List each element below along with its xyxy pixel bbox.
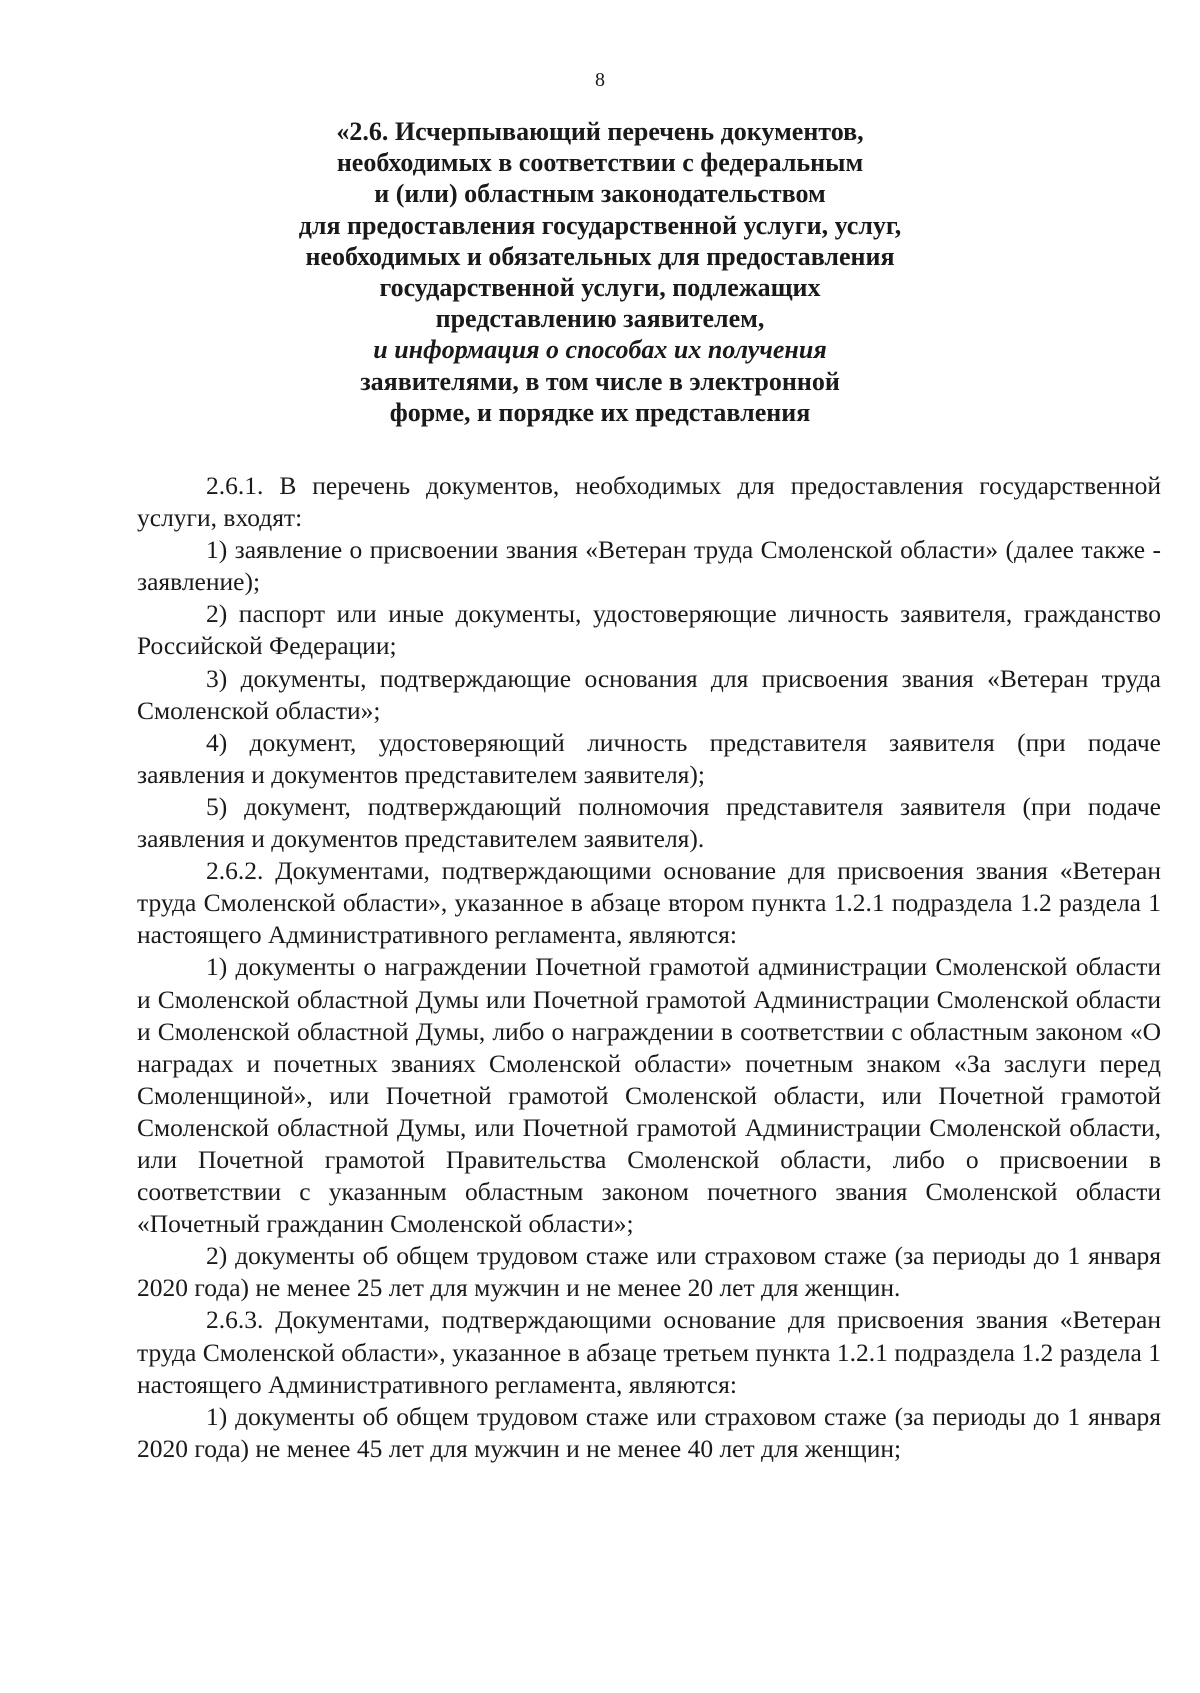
page-number: 8 — [595, 69, 605, 91]
heading-line: представлению заявителем, — [435, 304, 765, 334]
heading-line: необходимых в соответствии с федеральным — [336, 148, 864, 178]
list-item-1: 1) документы об общем трудовом стаже или страховом стаже (за периоды до 1 января 2020 года) не менее 45 лет для мужчин и не менее 40 лет для женщин; — [137, 1401, 1161, 1463]
section-heading — [250, 116, 950, 428]
heading-line: заявителями, в том числе в электронной — [360, 366, 840, 396]
list-item-1: 1) документы о награждении Почетной грамотой администрации Смоленской области и Смоленской областной Думы или Почетной грамотой Администрации Смоленской области и Смоленской областной Думы, либо о награждении в соответствии с областным законом «О наградах и почетных званиях Смоленской области» почетным знаком «За заслуги перед Смоленщиной», или Почетной грамотой Смоленской области, или Почетной грамотой Смоленской областной Думы, или Почетной грамотой Администрации Смоленской области, или Почетной грамотой Правительства Смоленской области, либо о присвоении в соответствии с указанным областным законом почетного звания Смоленской области «Почетный гражданин Смоленской области»; — [137, 952, 1161, 1239]
heading-line: форме, и порядке их представления — [389, 397, 811, 427]
list-item-5: 5) документ, подтверждающий полномочия представителя заявителя (при подаче заявления и документов представителем заявителя). — [137, 791, 1161, 854]
list-item-2: 2) документы об общем трудовом стаже или страховом стаже (за периоды до 1 января 2020 года) не менее 25 лет для мужчин и не менее 20 лет для женщин. — [137, 1241, 1161, 1303]
paragraph-2-6-3: 2.6.3. Документами, подтверждающими основание для присвоения звания «Ветеран труда Смоленской области», указанное в абзаце третьем пункта 1.2.1 подраздела 1.2 раздела 1 настоящего Административного регламента, являются: — [137, 1305, 1161, 1399]
paragraph-2-6-2: 2.6.2. Документами, подтверждающими основание для присвоения звания «Ветеран труда Смоленской области», указанное в абзаце втором пункта 1.2.1 подраздела 1.2 раздела 1 настоящего Административного регламента, являются: — [137, 856, 1161, 950]
document-body — [137, 470, 1161, 1465]
list-item-2: 2) паспорт или иные документы, удостоверяющие личность заявителя, гражданство Российской Федерации; — [137, 599, 1161, 661]
list-item-1: 1) заявление о присвоении звания «Ветеран труда Смоленской области» (далее также - заявление); — [137, 535, 1161, 597]
heading-line: «2.6. Исчерпывающий перечень документов, — [336, 117, 864, 146]
heading-line: государственной услуги, подлежащих — [379, 273, 821, 303]
heading-line: необходимых и обязательных для предоставления — [305, 241, 895, 271]
list-item-4: 4) документ, удостоверяющий личность представителя заявителя (при подаче заявления и документов представителем заявителя); — [137, 727, 1161, 789]
heading-line: и (или) областным законодательством — [374, 179, 826, 209]
heading-line-italic: и информация о способах их получения — [373, 335, 827, 365]
paragraph-2-6-1: 2.6.1. В перечень документов, необходимых для предоставления государственной услуги, входят: — [137, 471, 1161, 533]
heading-line: для предоставления государственной услуги, услуг, — [298, 210, 902, 240]
list-item-3: 3) документы, подтверждающие основания для присвоения звания «Ветеран труда Смоленской области»; — [137, 663, 1161, 725]
